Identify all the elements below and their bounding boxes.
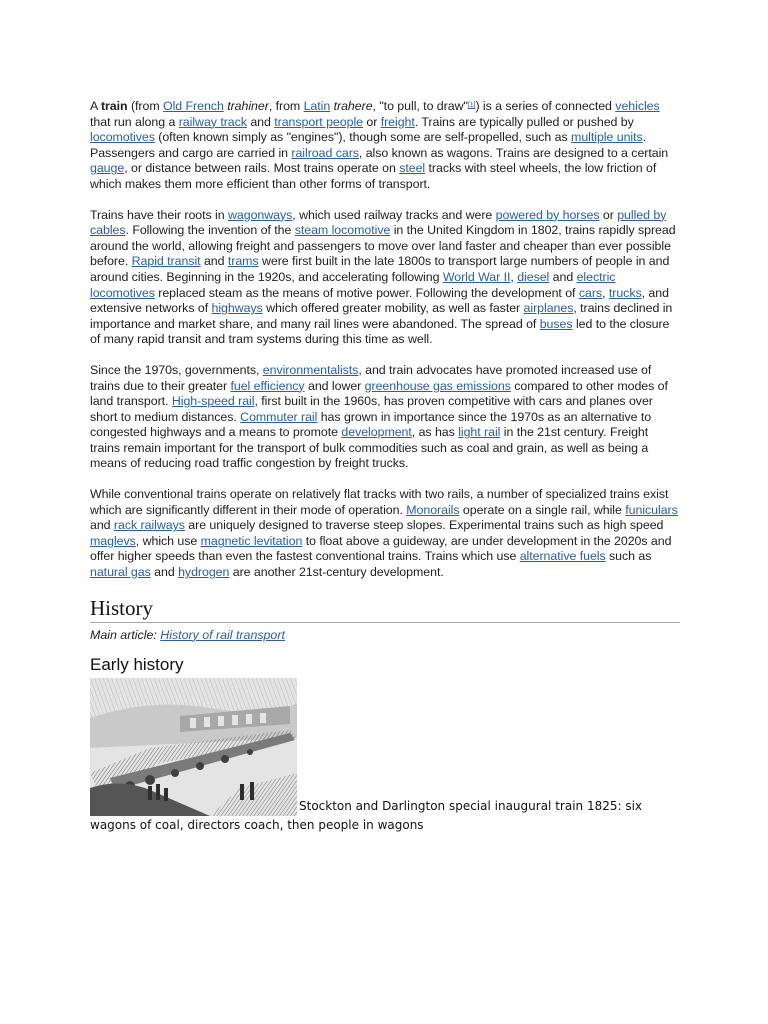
text-run: . Trains are typically pulled or pushed by [414,114,634,129]
article-link-maglevs[interactable]: maglevs [90,533,136,548]
section-heading-history: History [90,596,680,623]
text-run: were first built in the late 1800s to transport large numbers of people in and around cities. Beginning in the 1920s, and accelerating following [90,254,670,284]
article-link-high-speed-rail[interactable]: High-speed rail [171,394,255,409]
hatnote-prefix: Main article: [90,627,157,642]
main-article-hatnote [90,628,680,643]
text-run: While conventional trains operate on relatively flat tracks with two rails, a number of specialized trains exist which are significantly different in their mode of operation. [90,487,669,517]
text-run: (often known simply as "engines"), though some are self-propelled, such as [154,130,572,145]
article-link-buses[interactable]: buses [539,316,573,331]
article-link-rack-railways[interactable]: rack railways [113,518,185,533]
article-link-powered-by-horses[interactable]: powered by horses [495,207,600,222]
text-run: led to the closure of many rapid transit and tram systems during this time as well. [90,316,670,347]
text-run: , [602,285,609,300]
text-run: or [599,207,618,222]
text-run: , and extensive networks of [90,285,669,316]
text-run: and [246,114,275,129]
article-link-electric-locomotives[interactable]: electric locomotives [90,269,616,300]
article-link-gauge[interactable]: gauge [90,161,125,176]
text-run: and [200,254,228,269]
article-link-alternative-fuels[interactable]: alternative fuels [519,549,606,564]
article-link-trucks[interactable]: trucks [608,285,642,300]
article-link-diesel[interactable]: diesel [517,269,550,284]
text-run: , which used railway tracks and were [292,207,496,222]
article-link-latin[interactable]: Latin [303,99,331,113]
history-of-rail-transport-link[interactable]: History of rail transport [160,627,285,642]
text-run: compared to other modes of land transport. [90,378,668,409]
text-run: , which use [135,533,201,548]
article-link-greenhouse-gas-emissions[interactable]: greenhouse gas emissions [364,378,511,393]
article-link-world-war-ii[interactable]: World War II [442,269,511,284]
article-link-highways[interactable]: highways [211,301,263,316]
intro-paragraph-1 [90,99,680,193]
article-body [90,99,680,835]
article-link-hydrogen[interactable]: hydrogen [178,565,230,580]
text-run: . Following the invention of the [125,223,295,238]
intro-paragraph-4 [90,487,680,581]
article-link-railroad-cars[interactable]: railroad cars [291,145,359,160]
figure-caption: Stockton and Darlington special inaugural train 1825: six wagons of coal, directors coach, then people in wagons [90,798,643,832]
article-link-cars[interactable]: cars [578,285,603,300]
text-run: , and train advocates have promoted increased use of trains due to their greater [90,362,652,393]
text-run: which offered greater mobility, as well as faster [262,301,524,316]
article-link-multiple-units[interactable]: multiple units [571,130,643,145]
text-run: . Passengers and cargo are carried in [90,130,647,160]
text-run: and [150,565,179,580]
text-run: replaced steam as the means of motive power. Following the development of [154,285,579,300]
article-link-steam-locomotive[interactable]: steam locomotive [294,223,391,238]
text-run: and [90,518,114,533]
article-link-steel[interactable]: steel [399,161,426,176]
article-link-rapid-transit[interactable]: Rapid transit [131,254,201,269]
article-link-1[interactable]: [1] [467,102,476,109]
text-run: are uniquely designed to traverse steep slopes. Experimental trains such as high speed [184,518,664,533]
engraving-image[interactable] [90,678,297,816]
text-run: tracks with steel wheels, the low friction of which makes them more efficient than other forms of transport. [90,161,657,191]
text-run: and [549,269,577,284]
text-run: such as [605,549,652,564]
article-link-natural-gas[interactable]: natural gas [90,565,151,580]
article-link-airplanes[interactable]: airplanes [523,301,574,316]
article-link-transport-people[interactable]: transport people [274,114,363,129]
text-run: (from [127,99,163,113]
citation-superscript [468,102,476,109]
article-link-old-french[interactable]: Old French [163,99,224,113]
article-link-freight[interactable]: freight [380,114,415,129]
text-run: , [510,269,518,284]
article-link-trams[interactable]: trams [227,254,259,269]
text-run: , also known as wagons. Trains are designed to a certain [358,145,669,160]
text-run: A [90,99,101,113]
figure [90,678,680,835]
text-run: , first built in the 1960s, has proven competitive with cars and planes over short to medium distances. [90,394,653,424]
article-link-vehicles[interactable]: vehicles [615,99,660,113]
subsection-heading-early-history: Early history [90,654,184,674]
text-run: ) is a series of connected [475,99,616,113]
text-run: Trains have their roots in [90,207,228,222]
article-link-railway-track[interactable]: railway track [178,114,247,129]
text-run: , from [268,99,304,113]
text-run: to float above a guideway, are under development in the 2020s and offer higher speeds than even the fastest conventional trains. Trains which use [90,533,672,564]
article-link-locomotives[interactable]: locomotives [90,130,155,145]
article-link-pulled-by-cables[interactable]: pulled by cables [90,207,667,238]
article-link-funiculars[interactable]: funiculars [625,502,678,517]
article-link-commuter-rail[interactable]: Commuter rail [240,409,318,424]
italic-term: trahiner [227,99,269,113]
intro-paragraph-2 [90,208,680,348]
text-run: operate on a single rail, while [459,502,626,517]
train-engraving-illustration [90,678,297,816]
article-link-light-rail[interactable]: light rail [458,425,501,440]
text-run: has grown in importance since the 1970s as an alternative to congested highways and a means to promote [90,409,652,440]
intro-paragraph-3 [90,363,680,472]
intro-section [90,99,680,581]
article-link-environmentalists[interactable]: environmentalists [262,362,359,377]
text-run: and lower [304,378,365,393]
article-link-development[interactable]: development [341,425,412,440]
text-run: , trains declined in importance and market share, and many rail lines were abandoned. The spread of [90,301,673,331]
text-run: that run along a [90,114,179,129]
bold-term: train [100,99,128,113]
text-run: in the United Kingdom in 1802, trains rapidly spread around the world, allowing freight and passengers to move over land faster and cheaper than ever possible before. [90,223,676,269]
text-run: are another 21st-century development. [229,565,444,580]
article-link-monorails[interactable]: Monorails [406,502,460,517]
article-link-fuel-efficiency[interactable]: fuel efficiency [230,378,305,393]
text-run: , or distance between rails. Most trains operate on [124,161,400,176]
text-run: , as has [411,425,459,440]
article-link-magnetic-levitation[interactable]: magnetic levitation [200,533,303,548]
text-run: , "to pull, to draw" [372,99,468,113]
text-run: or [362,114,381,129]
text-run: Since the 1970s, governments, [90,362,263,377]
article-link-wagonways[interactable]: wagonways [228,207,293,222]
text-run: in the 21st century. Freight trains remain important for the transport of bulk commodities such as coal and grain, as well as being a means of reducing road traffic congestion by freight trucks. [90,425,649,471]
italic-term: trahere [333,99,373,113]
